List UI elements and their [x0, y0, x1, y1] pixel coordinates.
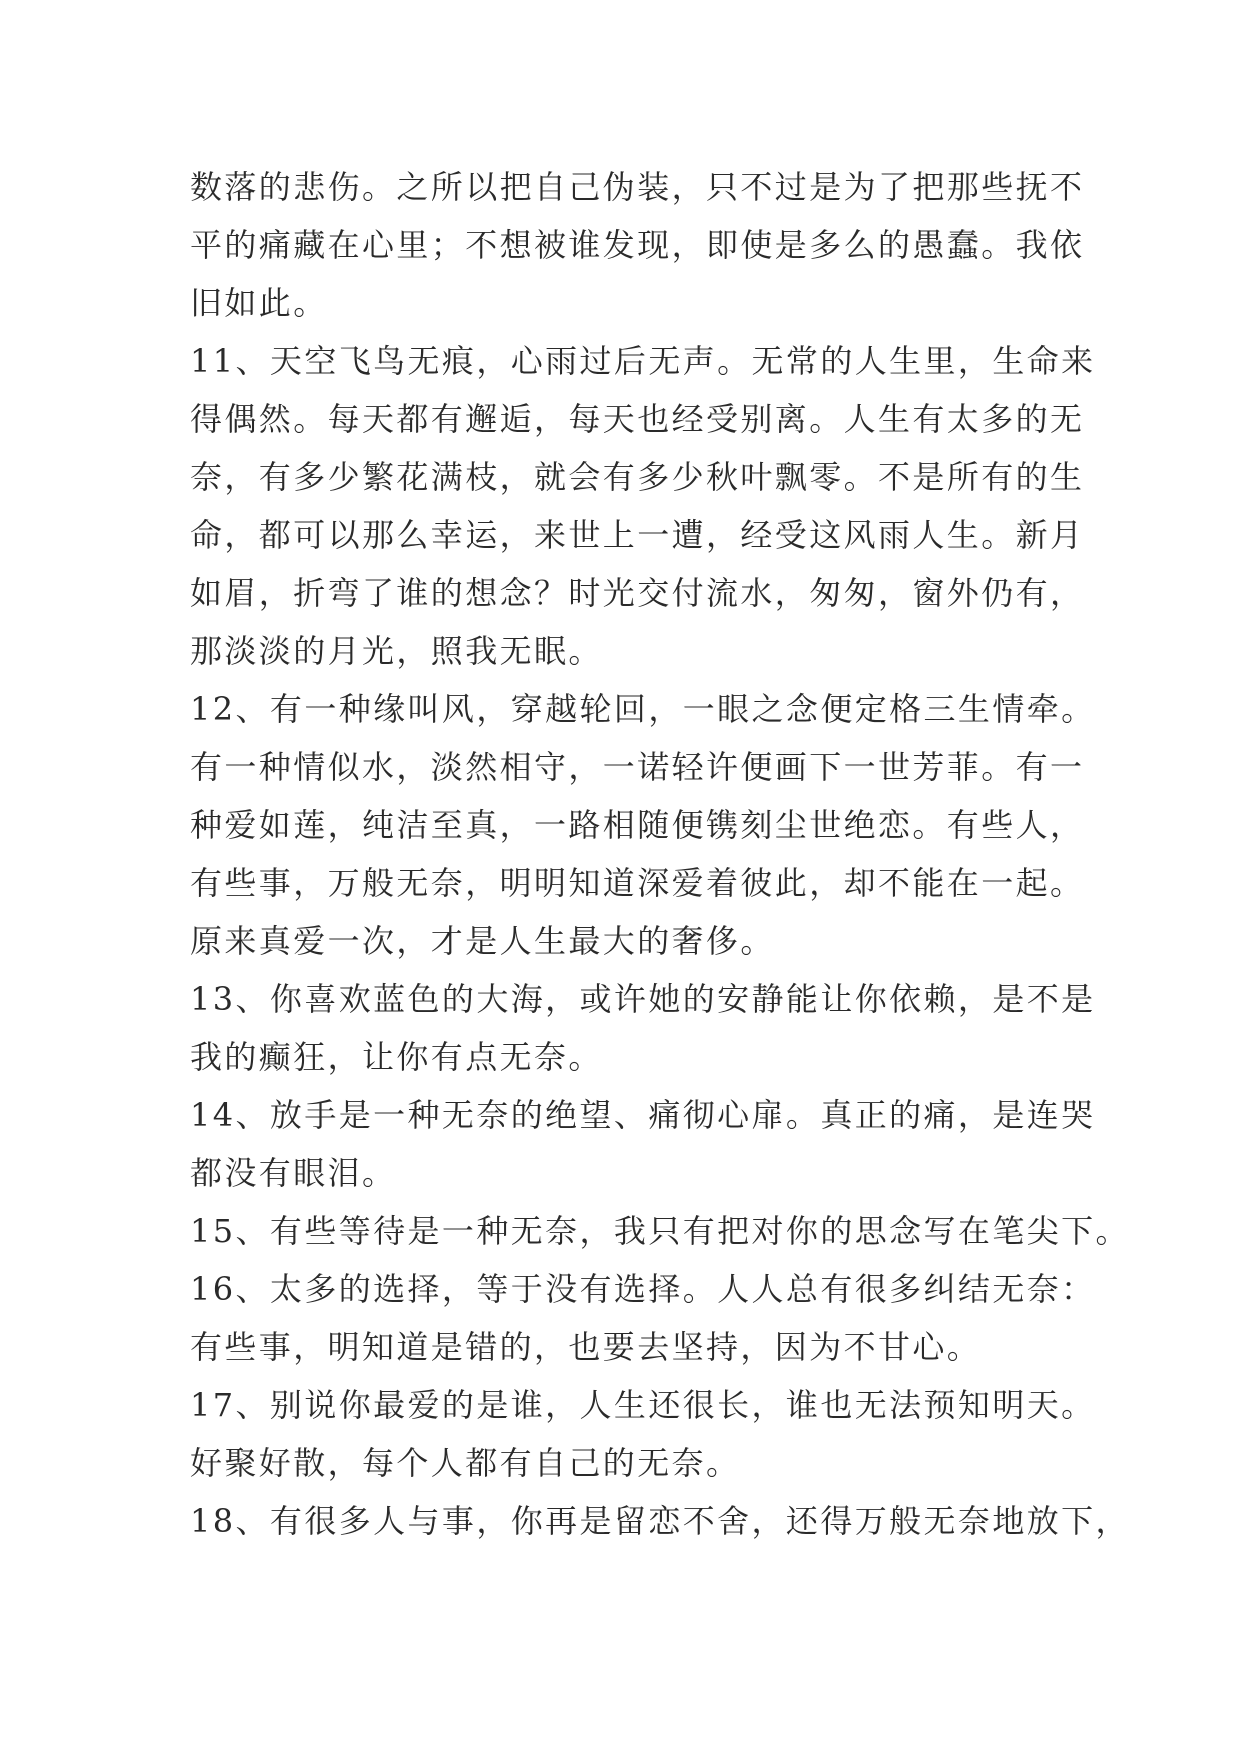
text-line: 17、别说你最爱的是谁，人生还很长，谁也无法预知明天。	[190, 1386, 1096, 1424]
text-line: 12、有一种缘叫风，穿越轮回，一眼之念便定格三生情牵。	[190, 690, 1096, 728]
text-line: 16、太多的选择，等于没有选择。人人总有很多纠结无奈：	[190, 1270, 1096, 1308]
document-text	[190, 158, 1130, 1550]
text-line: 原来真爱一次，才是人生最大的奢侈。	[190, 922, 775, 960]
text-line: 如眉，折弯了谁的想念？时光交付流水，匆匆，窗外仍有，	[190, 574, 1085, 612]
text-line: 奈，有多少繁花满枝，就会有多少秋叶飘零。不是所有的生	[190, 458, 1085, 496]
text-line: 有些事，明知道是错的，也要去坚持，因为不甘心。	[190, 1328, 982, 1366]
text-line: 18、有很多人与事，你再是留恋不舍，还得万般无奈地放下，	[190, 1502, 1130, 1540]
text-line: 那淡淡的月光，照我无眠。	[190, 632, 603, 670]
text-line: 14、放手是一种无奈的绝望、痛彻心扉。真正的痛，是连哭	[190, 1096, 1096, 1134]
text-line: 平的痛藏在心里；不想被谁发现，即使是多么的愚蠢。我依	[190, 226, 1085, 264]
text-line: 好聚好散，每个人都有自己的无奈。	[190, 1444, 741, 1482]
text-line: 15、有些等待是一种无奈，我只有把对你的思念写在笔尖下。	[190, 1212, 1130, 1250]
text-line: 都没有眼泪。	[190, 1154, 397, 1192]
text-line: 命，都可以那么幸运，来世上一遭，经受这风雨人生。新月	[190, 516, 1085, 554]
text-line: 旧如此。	[190, 284, 328, 322]
text-line: 有一种情似水，淡然相守，一诺轻许便画下一世芳菲。有一	[190, 748, 1085, 786]
text-line: 得偶然。每天都有邂逅，每天也经受别离。人生有太多的无	[190, 400, 1085, 438]
text-line: 我的癫狂，让你有点无奈。	[190, 1038, 603, 1076]
text-line: 13、你喜欢蓝色的大海，或许她的安静能让你依赖，是不是	[190, 980, 1096, 1018]
text-line: 11、天空飞鸟无痕，心雨过后无声。无常的人生里，生命来	[190, 342, 1096, 380]
text-line: 有些事，万般无奈，明明知道深爱着彼此，却不能在一起。	[190, 864, 1085, 902]
text-line: 种爱如莲，纯洁至真，一路相随便镌刻尘世绝恋。有些人，	[190, 806, 1085, 844]
text-line: 数落的悲伤。之所以把自己伪装，只不过是为了把那些抚不	[190, 168, 1085, 206]
